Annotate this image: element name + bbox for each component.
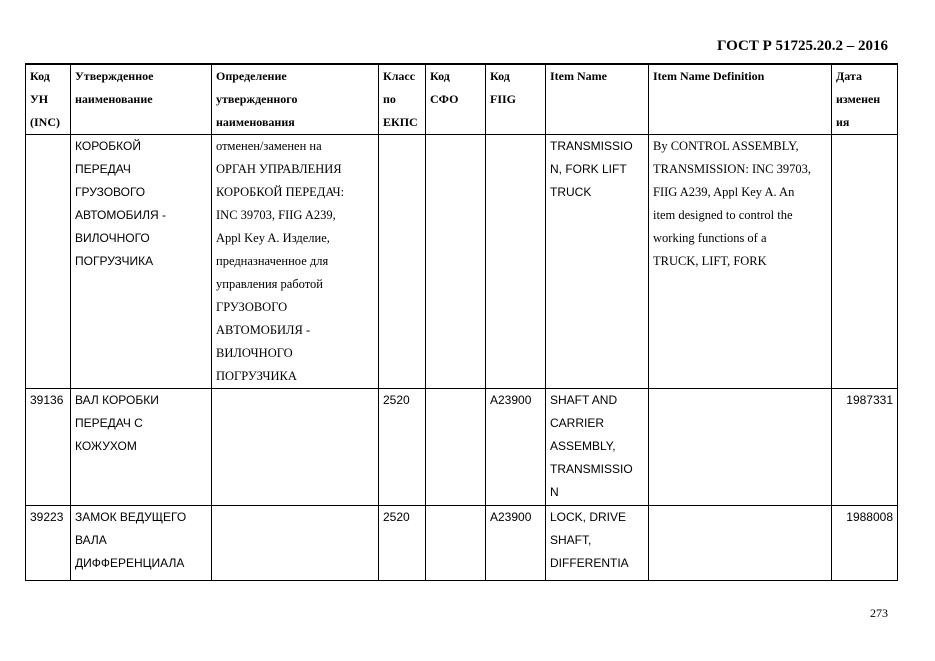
cell-item-name-definition: By CONTROL ASSEMBLY, TRANSMISSION: INC 39703, FIIG A239, Appl Key A. An item designed to control the working functions of a TRUCK, LIFT, FORK [649, 135, 832, 389]
header-approved-name: Утвержденное наименование [71, 64, 212, 135]
cell-name-definition [212, 389, 379, 506]
cell-approved-name: ВАЛ КОРОБКИ ПЕРЕДАЧ С КОЖУХОМ [71, 389, 212, 506]
header-inc-code: Код УН (INC) [26, 64, 71, 135]
header-ekps-class: Класс по ЕКПС [379, 64, 426, 135]
cell-inc-code: 39223 [26, 506, 71, 581]
cell-name-definition: отменен/заменен на ОРГАН УПРАВЛЕНИЯ КОРОБКОЙ ПЕРЕДАЧ: INC 39703, FIIG A239, Appl Key A. Изделие, предназначенное для управления работой ГРУЗОВОГО АВТОМОБИЛЯ - ВИЛОЧНОГО ПОГРУЗЧИКА [212, 135, 379, 389]
cell-change-date: 1987331 [832, 389, 898, 506]
cell-fiig-code: A23900 [486, 506, 546, 581]
header-sfo-code: Код СФО [426, 64, 486, 135]
cell-inc-code: 39136 [26, 389, 71, 506]
header-change-date: Дата изменен ия [832, 64, 898, 135]
cell-ekps-class [379, 135, 426, 389]
cell-fiig-code [486, 135, 546, 389]
cell-approved-name: КОРОБКОЙ ПЕРЕДАЧ ГРУЗОВОГО АВТОМОБИЛЯ - ВИЛОЧНОГО ПОГРУЗЧИКА [71, 135, 212, 389]
cell-item-name: TRANSMISSIO N, FORK LIFT TRUCK [546, 135, 649, 389]
cell-approved-name: ЗАМОК ВЕДУЩЕГО ВАЛА ДИФФЕРЕНЦИАЛА [71, 506, 212, 581]
table-row [26, 135, 898, 389]
cell-sfo-code [426, 135, 486, 389]
cell-fiig-code: A23900 [486, 389, 546, 506]
header-item-name-definition: Item Name Definition [649, 64, 832, 135]
cell-sfo-code [426, 389, 486, 506]
cell-item-name: SHAFT AND CARRIER ASSEMBLY, TRANSMISSIO N [546, 389, 649, 506]
cell-item-name-definition [649, 506, 832, 581]
header-item-name: Item Name [546, 64, 649, 135]
cell-ekps-class: 2520 [379, 506, 426, 581]
classifier-table [25, 63, 898, 581]
cell-name-definition [212, 506, 379, 581]
header-name-definition: Определение утвержденного наименования [212, 64, 379, 135]
cell-sfo-code [426, 506, 486, 581]
header-fiig-code: Код FIIG [486, 64, 546, 135]
cell-item-name: LOCK, DRIVE SHAFT, DIFFERENTIA [546, 506, 649, 581]
table-row [26, 506, 898, 581]
cell-ekps-class: 2520 [379, 389, 426, 506]
cell-change-date [832, 135, 898, 389]
table-row [26, 389, 898, 506]
page-number: 273 [870, 606, 888, 620]
cell-inc-code [26, 135, 71, 389]
cell-change-date: 1988008 [832, 506, 898, 581]
table-header-row [26, 64, 898, 135]
standard-designation: ГОСТ Р 51725.20.2 – 2016 [716, 38, 888, 54]
cell-item-name-definition [649, 389, 832, 506]
